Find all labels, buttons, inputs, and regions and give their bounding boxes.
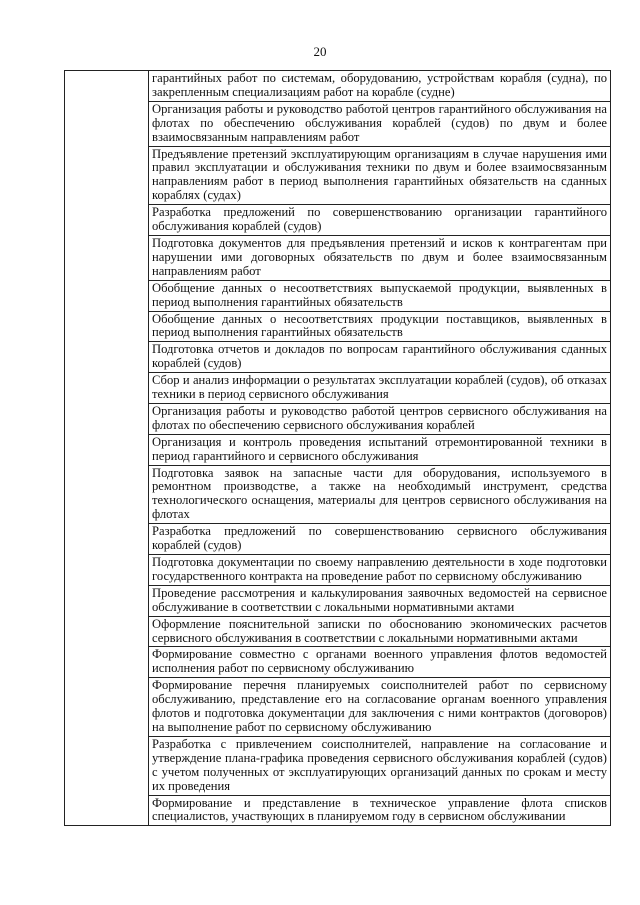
- table-cell-text: Разработка предложений по совершенствованию организации гарантийного обслуживания кораблей (судов): [149, 205, 611, 236]
- table-cell-text: Предъявление претензий эксплуатирующим организациям в случае нарушения ими правил эксплуатации и обслуживания техники по двум и более взаимосвязанным направлениям работ в период выполнения гарантийных обязательств на сданных кораблях (судах): [149, 146, 611, 205]
- work-functions-table: [64, 70, 611, 826]
- table-cell-text: Формирование и представление в техническое управление флота списков специалистов, участвующих в планируемом году в сервисном обслуживании: [149, 795, 611, 826]
- table-cell-text: гарантийных работ по системам, оборудованию, устройствам корабля (судна), по закрепленным специализациям работ на корабле (судне): [149, 71, 611, 102]
- table-cell-text: Обобщение данных о несоответствиях продукции поставщиков, выявленных в период выполнения гарантийных обязательств: [149, 311, 611, 342]
- table-cell-text: Формирование перечня планируемых соисполнителей работ по сервисному обслуживанию, представление его на согласование органам военного управления флотов и подготовка документации для заключения с ними контрактов (договоров) на выполнение работ по сервисному обслуживанию: [149, 678, 611, 737]
- table-cell-text: Оформление пояснительной записки по обоснованию экономических расчетов сервисного обслуживания в соответствии с локальными нормативными актами: [149, 616, 611, 647]
- table-cell-text: Организация работы и руководство работой центров гарантийного обслуживания на флотах по обеспечению обслуживания кораблей (судов) по двум и более взаимосвязанным направлениям работ: [149, 101, 611, 146]
- table-cell-text: Разработка предложений по совершенствованию сервисного обслуживания кораблей (судов): [149, 524, 611, 555]
- table-cell-text: Организация и контроль проведения испытаний отремонтированной техники в период гарантийного и сервисного обслуживания: [149, 434, 611, 465]
- table-cell-text: Обобщение данных о несоответствиях выпускаемой продукции, выявленных в период выполнения гарантийных обязательств: [149, 280, 611, 311]
- merged-left-cell: [65, 71, 149, 826]
- table-cell-text: Формирование совместно с органами военного управления флотов ведомостей исполнения работ по сервисному обслуживанию: [149, 647, 611, 678]
- table-cell-text: Сбор и анализ информации о результатах эксплуатации кораблей (судов), об отказах техники в период сервисного обслуживания: [149, 373, 611, 404]
- table-row: [65, 71, 611, 102]
- table-cell-text: Подготовка заявок на запасные части для оборудования, используемого в ремонтном производстве, а также на необходимый инструмент, средства технологического оснащения, материалы для центров сервисного обслуживания на флотах: [149, 465, 611, 524]
- page-number: 20: [313, 44, 327, 59]
- table-cell-text: Проведение рассмотрения и калькулирования заявочных ведомостей на сервисное обслуживание в соответствии с локальными нормативными актами: [149, 585, 611, 616]
- table-cell-text: Разработка с привлечением соисполнителей, направление на согласование и утверждение плана-графика проведения сервисного обслуживания кораблей (судов) с учетом полученных от эксплуатирующих организаций данных по срокам и месту их проведения: [149, 736, 611, 795]
- table-cell-text: Организация работы и руководство работой центров сервисного обслуживания на флотах по обеспечению сервисного обслуживания кораблей: [149, 403, 611, 434]
- table-cell-text: Подготовка документов для предъявления претензий и исков к контрагентам при нарушении ими договорных обязательств по двум и более взаимосвязанным направлениям работ: [149, 235, 611, 280]
- table-cell-text: Подготовка отчетов и докладов по вопросам гарантийного обслуживания сданных кораблей (судов): [149, 342, 611, 373]
- table-cell-text: Подготовка документации по своему направлению деятельности в ходе подготовки государственного контракта на проведение работ по сервисному обслуживанию: [149, 555, 611, 586]
